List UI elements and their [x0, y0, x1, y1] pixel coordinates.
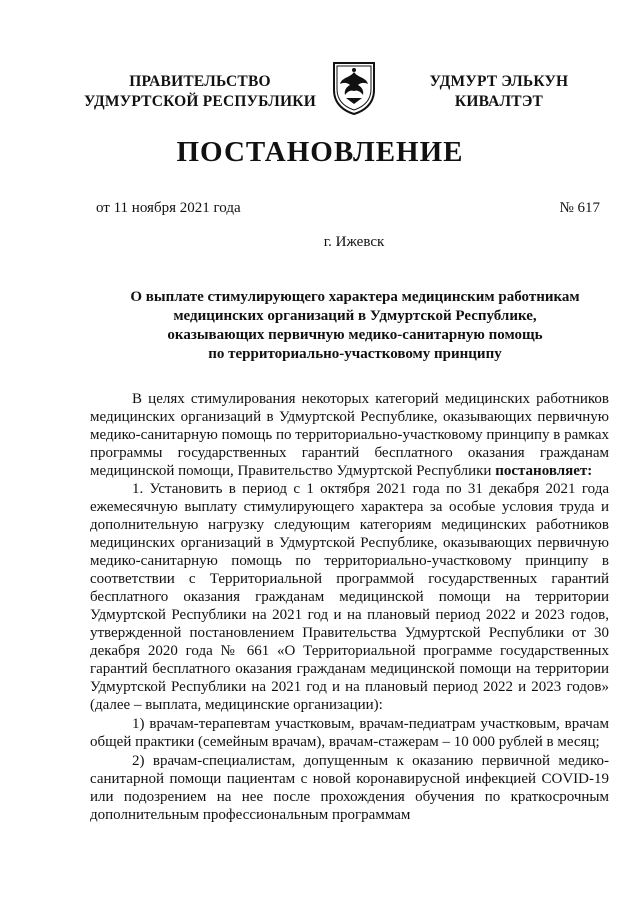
document-date: от 11 ноября 2021 года	[96, 200, 241, 216]
government-name-russian	[80, 72, 320, 112]
item-2-paragraph: 2) врачам-специалистам, допущенным к оказанию первичной медико-санитарной помощи пациентам с новой коронавирусной инфекцией COVID-19 или подозрением на нее после прохождения обучения по краткосрочным дополнительным профессиональным программам	[90, 753, 609, 823]
item-1-paragraph: 1) врачам-терапевтам участковым, врачам-педиатрам участковым, врачам общей практики (семейным врачам), врачам-стажерам – 10 000 рублей в месяц;	[90, 716, 609, 750]
document-city: г. Ижевск	[323, 234, 385, 250]
government-name-line2: УДМУРТСКОЙ РЕСПУБЛИКИ	[84, 93, 316, 110]
preamble-paragraph	[90, 390, 609, 480]
document-subject	[90, 288, 620, 364]
document-title: ПОСТАНОВЛЕНИЕ	[176, 136, 464, 168]
resolves-colon: :	[587, 463, 593, 479]
government-name-udmurt	[414, 72, 584, 112]
point-1-paragraph: 1. Установить в период с 1 октября 2021 года по 31 декабря 2021 года ежемесячную выплату стимулирующего характера за особые условия труда и дополнительную нагрузку следующим категориям медицинских работников медицинских организаций в Удмуртской Республике, оказывающих первичную медико-санитарную помощь по территориально-участковому принципу в соответствии с Территориальной программой государственных гарантий бесплатного оказания гражданам медицинской помощи на территории Удмуртской Республики на 2021 год и на плановый период 2022 и 2023 годов, утвержденной постановлением Правительства Удмуртской Республики от 30 декабря 2020 года № 661 «О Территориальной программе государственных гарантий бесплатного оказания гражданам медицинской помощи на территории Удмуртской Республики на 2021 год и на плановый период 2022 и 2023 годов» (далее – выплата, медицинские организации):	[90, 481, 609, 713]
subject-line: оказывающих первичную медико-санитарную помощь	[167, 327, 543, 343]
subject-line: медицинских организаций в Удмуртской Республике,	[173, 308, 537, 324]
resolves-keyword: постановляет	[495, 463, 588, 479]
document-number: № 617	[559, 200, 600, 216]
document-body	[90, 390, 609, 824]
government-name-udmurt-line1: УДМУРТ ЭЛЬКУН	[429, 73, 569, 90]
coat-of-arms-icon	[328, 60, 380, 116]
subject-line: по территориально-участковому принципу	[208, 346, 502, 362]
preamble-text: В целях стимулирования некоторых категорий медицинских работников медицинских организаций в Удмуртской Республике, оказывающих первичную медико-санитарную помощь по территориально-участковому принципу в рамках программы государственных гарантий бесплатного оказания гражданам медицинской помощи, Правительство Удмуртской Республики	[90, 391, 609, 479]
subject-line: О выплате стимулирующего характера медицинским работникам	[130, 289, 580, 305]
government-name-udmurt-line2: КИВАЛТЭТ	[454, 93, 544, 110]
government-name-line1: ПРАВИТЕЛЬСТВО	[129, 73, 271, 90]
